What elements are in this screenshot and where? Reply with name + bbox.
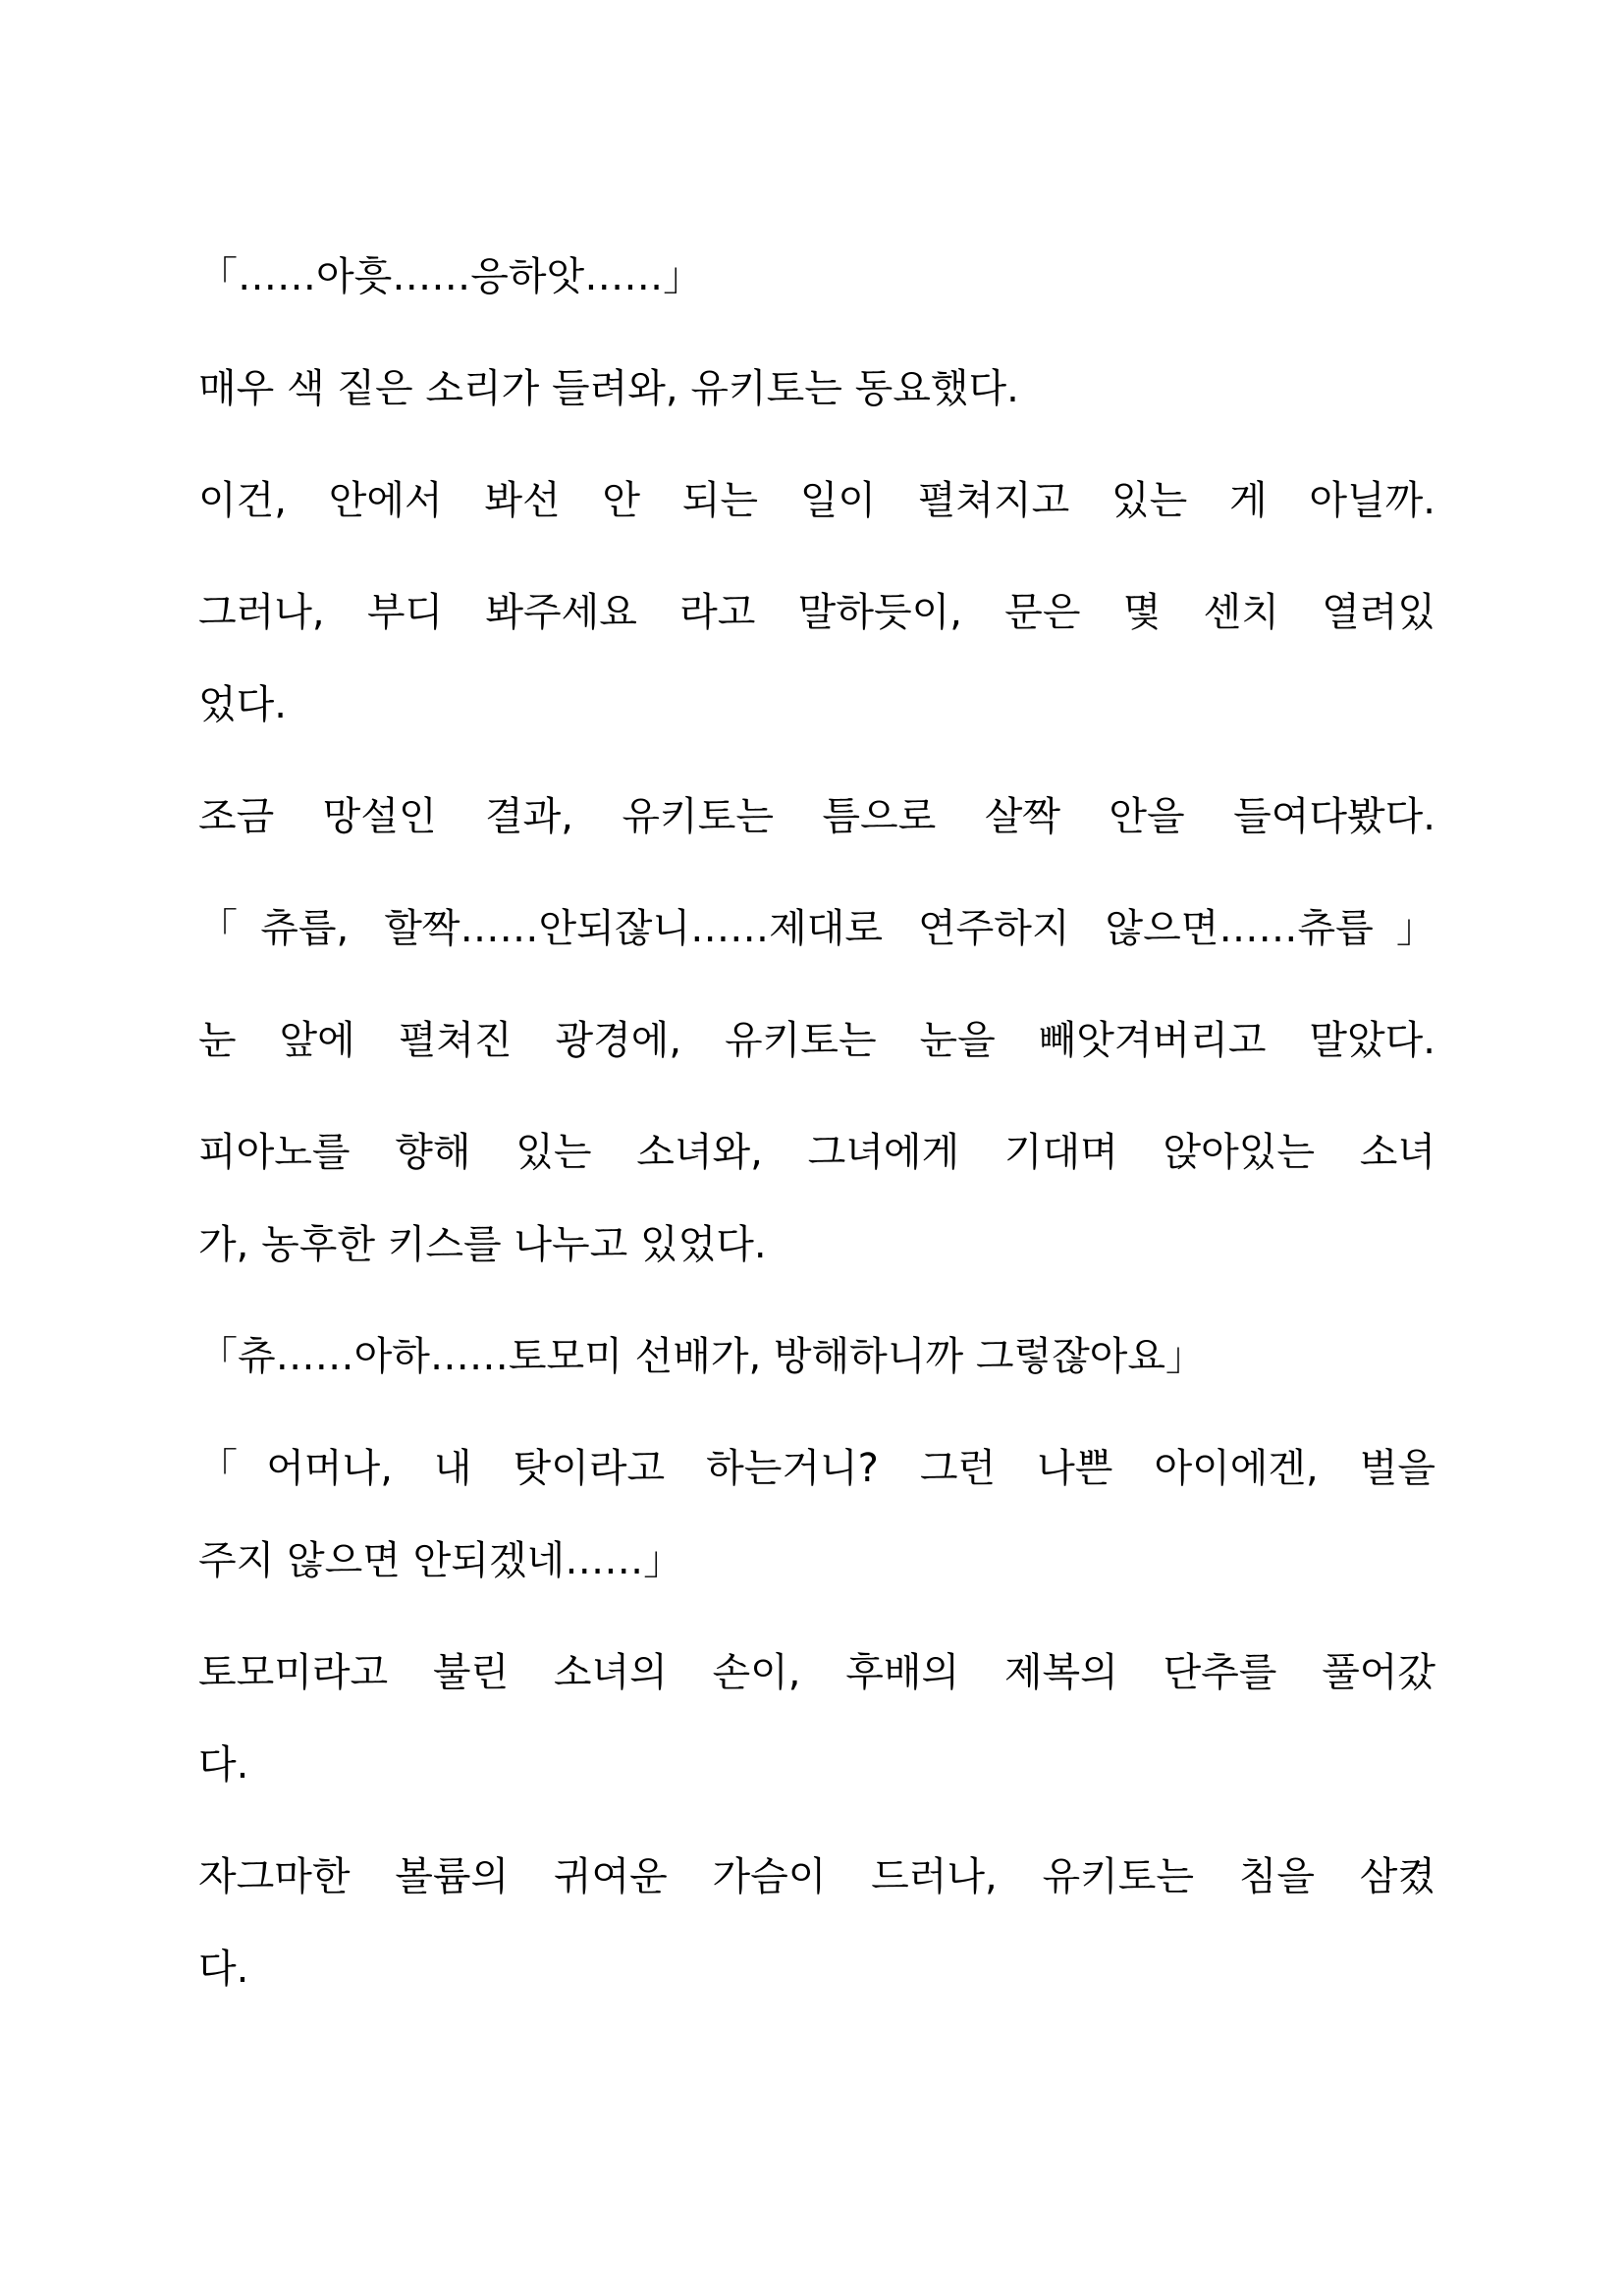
text-line: 그러나, 부디 봐주세요 라고 말하듯이, 문은 몇 센치 열려있 — [198, 590, 1435, 635]
text-line: 조금 망설인 결과, 유키토는 틈으로 살짝 안을 들여다봤다. — [198, 794, 1435, 839]
text-line: 매우 색 짙은 소리가 들려와, 유키토는 동요했다. — [198, 366, 1019, 411]
text-line: 자그마한 볼륨의 귀여운 가슴이 드러나, 유키토는 침을 삼켰 — [198, 1854, 1435, 1899]
text-line: 토모미라고 불린 소녀의 손이, 후배의 제복의 단추를 풀어갔 — [198, 1650, 1435, 1695]
text-line: 었다. — [198, 682, 287, 727]
text-line: 피아노를 향해 있는 소녀와, 그녀에게 기대며 앉아있는 소녀 — [198, 1130, 1435, 1175]
text-line: 눈 앞에 펼쳐진 광경에, 유키토는 눈을 빼앗겨버리고 말았다. — [198, 1018, 1435, 1063]
text-line: 다. — [198, 1742, 249, 1788]
text-line: 주지 않으면 안되겠네……」 — [198, 1538, 683, 1583]
text-line: 「어머나, 내 탓이라고 하는거니? 그런 나쁜 아이에겐, 벌을 — [198, 1446, 1435, 1491]
text-line: 「츄릅, 할짝……안되잖니……제대로 연주하지 않으면……츄릅」 — [198, 906, 1435, 951]
text-line: 다. — [198, 1947, 249, 1992]
text-line: 「……아흣……응하앗……」 — [198, 254, 703, 299]
text-line: 이건, 안에서 봐선 안 되는 일이 펼쳐지고 있는 게 아닐까. — [198, 478, 1435, 523]
text-line: 가, 농후한 키스를 나누고 있었다. — [198, 1222, 767, 1267]
text-line: 「츄……아하……토모미 선배가, 방해하니까 그렇잖아요」 — [198, 1334, 1206, 1379]
